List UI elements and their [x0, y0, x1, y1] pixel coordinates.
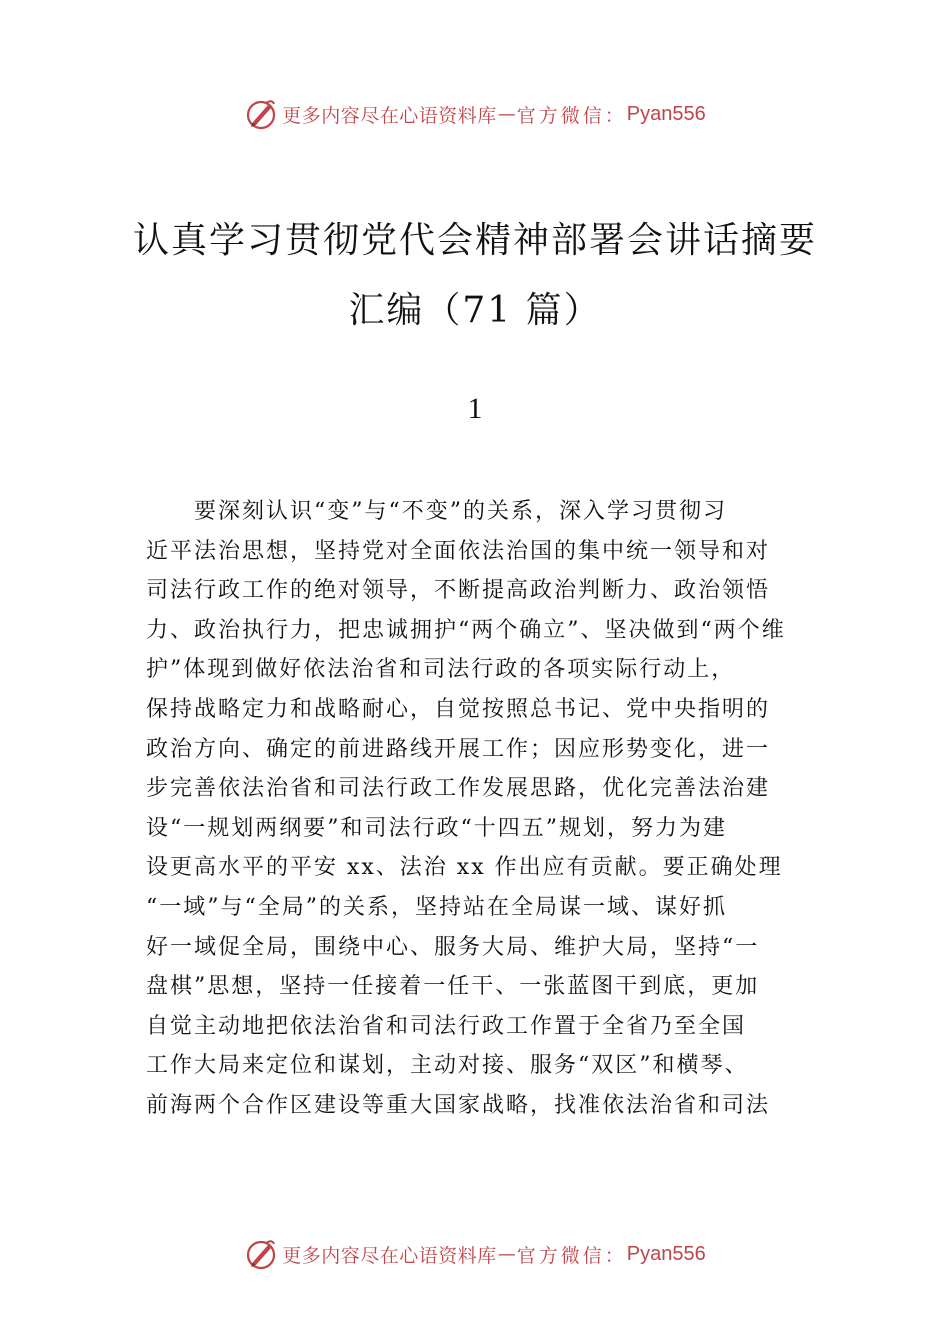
banner-wechat-id: Pyan556	[626, 102, 706, 125]
body-line: 力、政治执行力，把忠诚拥护“两个确立”、坚决做到“两个维	[146, 617, 786, 643]
body-line: 司法行政工作的绝对领导，不断提高政治判断力、政治领悟	[146, 578, 771, 604]
body-line: 前海两个合作区建设等重大国家战略，找准依法治省和司法	[146, 1092, 771, 1118]
banner-dash: —	[497, 1243, 516, 1265]
body-line: 设更高水平的平安 xx、法治 xx 作出应有贡献。要正确处理	[146, 855, 783, 881]
footer-banner	[0, 1232, 950, 1276]
body-line: “一域”与“全局”的关系，坚持站在全局谋一域、谋好抓	[146, 894, 727, 920]
banner-wechat-label: 官方微信：	[516, 1244, 627, 1267]
banner-wechat-id: Pyan556	[626, 1242, 706, 1265]
body-paragraph	[146, 492, 806, 1126]
body-line: 近平法治思想，坚持党对全面依法治国的集中统一领导和对	[146, 538, 771, 564]
body-line: 自觉主动地把依法治省和司法行政工作置于全省乃至全国	[146, 1013, 747, 1039]
body-line: 好一域促全局，围绕中心、服务大局、维护大局，坚持“一	[146, 934, 760, 960]
body-line: 保持战略定力和战略耐心，自觉按照总书记、党中央指明的	[146, 696, 771, 722]
document-title-line-2: 汇编（71 篇）	[348, 290, 602, 331]
body-line: 盘棋”思想，坚持一任接着一任干、一张蓝图干到底，更加	[146, 974, 760, 1000]
pen-logo-icon	[244, 1237, 278, 1271]
header-banner	[0, 92, 950, 136]
body-line: 步完善依法治省和司法行政工作发展思路，优化完善法治建	[146, 776, 771, 802]
banner-brand-text: 更多内容尽在心语资料库	[282, 104, 497, 127]
body-line: 工作大局来定位和谋划，主动对接、服务“双区”和横琴、	[146, 1053, 749, 1079]
body-line: 护”体现到做好依法治省和司法行政的各项实际行动上，	[146, 657, 736, 683]
banner-dash: —	[497, 103, 516, 125]
section-number: 1	[467, 392, 483, 425]
banner-wechat-label: 官方微信：	[516, 104, 627, 127]
body-line: 设“一规划两纲要”和司法行政“十四五”规划，努力为建	[146, 815, 727, 841]
banner-brand-text: 更多内容尽在心语资料库	[282, 1244, 497, 1267]
pen-logo-icon	[244, 97, 278, 131]
body-line: 要深刻认识“变”与“不变”的关系，深入学习贯彻习	[194, 499, 727, 524]
body-line: 政治方向、确定的前进路线开展工作；因应形势变化，进一	[146, 736, 771, 762]
document-title-line-1: 认真学习贯彻党代会精神部署会讲话摘要	[132, 220, 817, 261]
